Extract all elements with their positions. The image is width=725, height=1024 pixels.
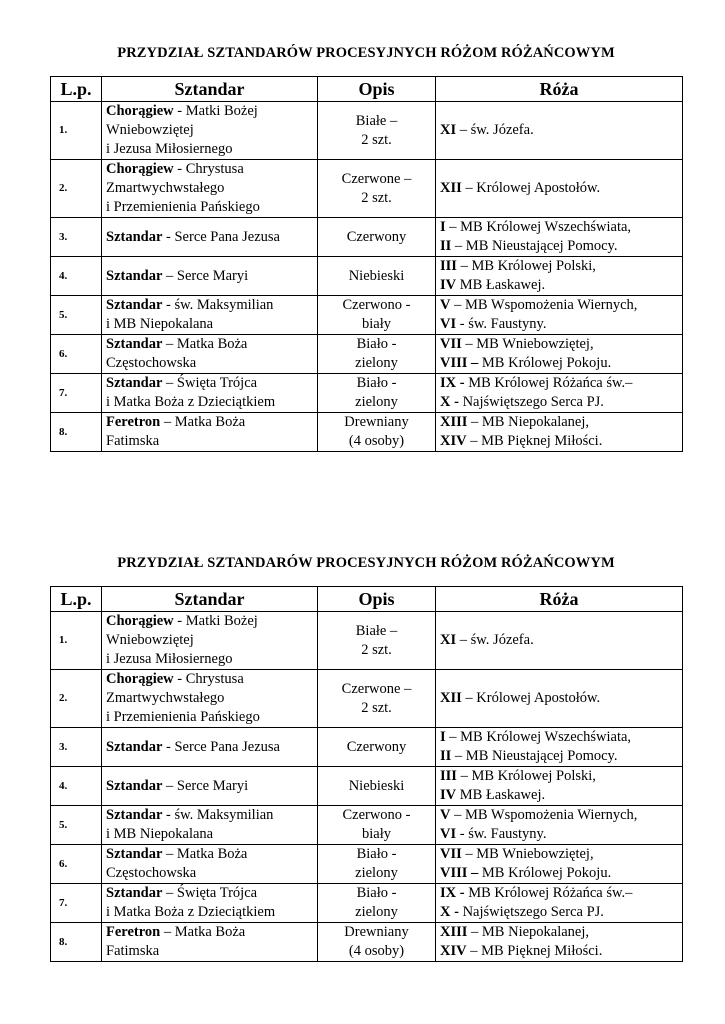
description-line1: Biało - bbox=[356, 885, 397, 901]
row-number: 8. bbox=[51, 923, 102, 962]
table-row bbox=[51, 374, 683, 413]
banner-name-line3: i Przemienienia Pańskiego bbox=[106, 709, 260, 725]
description-cell bbox=[318, 612, 436, 670]
rose-name: – MB Niepokalanej, bbox=[467, 924, 590, 940]
rose-name: – MB Wspomożenia Wiernych, bbox=[450, 297, 638, 313]
rose-cell bbox=[436, 612, 683, 670]
table-row bbox=[51, 218, 683, 257]
description-cell bbox=[318, 335, 436, 374]
description-cell bbox=[318, 257, 436, 296]
description-line2: (4 osoby) bbox=[348, 943, 405, 959]
rose-cell bbox=[436, 102, 683, 160]
banner-type: Chorągiew bbox=[106, 613, 174, 629]
rose-number: III bbox=[440, 258, 457, 274]
header-sztandar: Sztandar bbox=[102, 77, 318, 102]
banner-cell bbox=[102, 218, 318, 257]
banner-name: - Chrystusa bbox=[173, 671, 244, 687]
row-number: 4. bbox=[51, 767, 102, 806]
banner-name: - Serce Pana Jezusa bbox=[162, 738, 280, 755]
banner-name-line2: i Matka Boża z Dzieciątkiem bbox=[106, 904, 276, 920]
description-line1: Drewniany bbox=[344, 924, 409, 940]
banner-type: Sztandar bbox=[106, 738, 163, 755]
banner-cell bbox=[102, 296, 318, 335]
description-cell bbox=[318, 767, 436, 806]
banner-cell bbox=[102, 102, 318, 160]
description-cell bbox=[318, 160, 436, 218]
banner-type: Sztandar bbox=[106, 228, 163, 245]
description-line2: zielony bbox=[355, 865, 398, 881]
description-cell bbox=[318, 923, 436, 962]
document-block-2 bbox=[50, 550, 682, 962]
rose-number: I bbox=[440, 219, 446, 235]
rose-name-2: - św. Faustyny. bbox=[456, 316, 547, 332]
description-cell bbox=[318, 670, 436, 728]
banner-name-line2: Fatimska bbox=[106, 943, 160, 959]
rose-cell bbox=[436, 923, 683, 962]
banner-name: - Matki Bożej bbox=[173, 103, 258, 119]
banner-cell bbox=[102, 612, 318, 670]
banner-name-line2: Zmartwychwstałego bbox=[106, 180, 225, 196]
banner-name: – Matka Boża bbox=[160, 414, 246, 430]
rose-cell bbox=[436, 884, 683, 923]
rose-name-2: MB Królowej Pokoju. bbox=[478, 865, 612, 881]
banner-type: Sztandar bbox=[106, 297, 163, 313]
banner-cell bbox=[102, 806, 318, 845]
row-number: 3. bbox=[51, 728, 102, 767]
description-line2: zielony bbox=[355, 394, 398, 410]
banner-name: - Chrystusa bbox=[173, 161, 244, 177]
banner-type: Sztandar bbox=[106, 807, 163, 823]
rose-number: XI bbox=[440, 632, 457, 648]
row-number: 7. bbox=[51, 374, 102, 413]
banner-cell bbox=[102, 923, 318, 962]
banner-cell bbox=[102, 767, 318, 806]
description-line1: Czerwone – bbox=[341, 680, 412, 697]
rose-number-2: II bbox=[440, 238, 452, 254]
description-cell bbox=[318, 296, 436, 335]
header-roza: Róża bbox=[436, 77, 683, 102]
description-line1: Biało - bbox=[356, 336, 397, 352]
rose-name: – MB Królowej Wszechświata, bbox=[445, 729, 632, 745]
banner-cell bbox=[102, 413, 318, 452]
banner-name-line3: i Jezusa Miłosiernego bbox=[106, 141, 233, 157]
table-header-row bbox=[51, 587, 683, 612]
description-line2: 2 szt. bbox=[361, 699, 392, 716]
row-number: 1. bbox=[51, 102, 102, 160]
table-row bbox=[51, 160, 683, 218]
rose-cell bbox=[436, 160, 683, 218]
rose-number: V bbox=[440, 297, 451, 313]
description-line1: Czerwony bbox=[346, 738, 407, 755]
rose-name: – Królowej Apostołów. bbox=[461, 690, 601, 706]
rose-name-2: MB Łaskawej. bbox=[456, 787, 546, 803]
rose-name-2: – MB Pięknej Miłości. bbox=[466, 433, 603, 449]
rose-cell bbox=[436, 374, 683, 413]
banner-name-line2: Zmartwychwstałego bbox=[106, 690, 225, 706]
row-number: 1. bbox=[51, 612, 102, 670]
document-title: PRZYDZIAŁ SZTANDARÓW PROCESYJNYCH RÓŻOM RÓŻAŃCOWYM bbox=[117, 555, 615, 571]
assignment-table bbox=[50, 586, 683, 962]
rose-cell bbox=[436, 767, 683, 806]
description-line2: (4 osoby) bbox=[348, 433, 405, 449]
row-number: 2. bbox=[51, 670, 102, 728]
rose-number: XIII bbox=[440, 924, 468, 940]
description-line2: 2 szt. bbox=[361, 189, 392, 206]
description-line2: 2 szt. bbox=[361, 641, 392, 658]
description-line1: Drewniany bbox=[344, 414, 409, 430]
table-row bbox=[51, 845, 683, 884]
rose-name: – Królowej Apostołów. bbox=[461, 180, 601, 196]
rose-number-2: VIII – bbox=[440, 865, 479, 881]
row-number: 8. bbox=[51, 413, 102, 452]
row-number: 2. bbox=[51, 160, 102, 218]
rose-number: XIII bbox=[440, 414, 468, 430]
banner-type: Feretron bbox=[106, 414, 161, 430]
row-number: 7. bbox=[51, 884, 102, 923]
rose-name-2: MB Łaskawej. bbox=[456, 277, 546, 293]
description-line1: Niebieski bbox=[348, 267, 405, 284]
rose-name: – MB Wniebowziętej, bbox=[461, 846, 594, 862]
description-cell bbox=[318, 845, 436, 884]
banner-type: Chorągiew bbox=[106, 103, 174, 119]
description-cell bbox=[318, 806, 436, 845]
rose-cell bbox=[436, 413, 683, 452]
banner-type: Sztandar bbox=[106, 777, 163, 794]
banner-type: Sztandar bbox=[106, 375, 163, 391]
rose-number: IX - bbox=[440, 375, 465, 391]
rose-number-2: VIII – bbox=[440, 355, 479, 371]
banner-name-line3: i Jezusa Miłosiernego bbox=[106, 651, 233, 667]
banner-name-line2: Wniebowziętej bbox=[106, 632, 194, 648]
rose-name: MB Królowej Różańca św.– bbox=[464, 885, 633, 901]
row-number: 5. bbox=[51, 806, 102, 845]
banner-name-line2: i Matka Boża z Dzieciątkiem bbox=[106, 394, 276, 410]
table-row bbox=[51, 670, 683, 728]
banner-cell bbox=[102, 845, 318, 884]
banner-name-line2: Fatimska bbox=[106, 433, 160, 449]
description-line1: Niebieski bbox=[348, 777, 405, 794]
banner-name-line2: i MB Niepokalana bbox=[106, 316, 214, 332]
rose-number-2: VI bbox=[440, 316, 457, 332]
banner-name-line3: i Przemienienia Pańskiego bbox=[106, 199, 260, 215]
banner-name-line2: Częstochowska bbox=[106, 355, 197, 371]
banner-name-line2: Częstochowska bbox=[106, 865, 197, 881]
row-number: 6. bbox=[51, 335, 102, 374]
rose-name-2: – MB Nieustającej Pomocy. bbox=[451, 748, 618, 764]
banner-cell bbox=[102, 728, 318, 767]
table-row bbox=[51, 102, 683, 160]
document-block-1 bbox=[50, 40, 682, 452]
description-line2: biały bbox=[362, 316, 391, 332]
table-row bbox=[51, 923, 683, 962]
rose-name: – MB Królowej Polski, bbox=[456, 768, 596, 784]
table-row bbox=[51, 728, 683, 767]
rose-number: VII bbox=[440, 336, 462, 352]
rose-number: IX - bbox=[440, 885, 465, 901]
rose-number: XII bbox=[440, 180, 462, 196]
table-row bbox=[51, 335, 683, 374]
banner-name: – Święta Trójca bbox=[162, 885, 258, 901]
rose-cell bbox=[436, 218, 683, 257]
table-header-row bbox=[51, 77, 683, 102]
table-row bbox=[51, 767, 683, 806]
banner-type: Sztandar bbox=[106, 336, 163, 352]
banner-name: – Serce Maryi bbox=[162, 267, 249, 284]
rose-number-2: IV bbox=[440, 787, 457, 803]
banner-type: Chorągiew bbox=[106, 161, 174, 177]
banner-cell bbox=[102, 374, 318, 413]
banner-cell bbox=[102, 160, 318, 218]
rose-number: III bbox=[440, 768, 457, 784]
rose-name-2: - św. Faustyny. bbox=[456, 826, 547, 842]
banner-cell bbox=[102, 335, 318, 374]
banner-name: - Serce Pana Jezusa bbox=[162, 228, 280, 245]
assignment-table bbox=[50, 76, 683, 452]
table-row bbox=[51, 296, 683, 335]
rose-number: I bbox=[440, 729, 446, 745]
rose-name-2: MB Królowej Pokoju. bbox=[478, 355, 612, 371]
description-line2: zielony bbox=[355, 904, 398, 920]
rose-number: XII bbox=[440, 690, 462, 706]
description-line1: Białe – bbox=[355, 112, 398, 129]
rose-name: – MB Królowej Wszechświata, bbox=[445, 219, 632, 235]
rose-cell bbox=[436, 806, 683, 845]
rose-cell bbox=[436, 257, 683, 296]
rose-name: – MB Niepokalanej, bbox=[467, 414, 590, 430]
banner-name: – Matka Boża bbox=[160, 924, 246, 940]
description-cell bbox=[318, 374, 436, 413]
rose-name: – MB Wniebowziętej, bbox=[461, 336, 594, 352]
row-number: 5. bbox=[51, 296, 102, 335]
description-line1: Biało - bbox=[356, 375, 397, 391]
rose-number-2: IV bbox=[440, 277, 457, 293]
banner-cell bbox=[102, 670, 318, 728]
banner-name: – Matka Boża bbox=[162, 846, 248, 862]
rose-number-2: X - bbox=[440, 394, 459, 410]
banner-cell bbox=[102, 257, 318, 296]
rose-name: MB Królowej Różańca św.– bbox=[464, 375, 633, 391]
banner-type: Feretron bbox=[106, 924, 161, 940]
rose-number-2: XIV bbox=[440, 943, 467, 959]
header-roza: Róża bbox=[436, 587, 683, 612]
description-line1: Czerwony bbox=[346, 228, 407, 245]
table-row bbox=[51, 612, 683, 670]
rose-cell bbox=[436, 296, 683, 335]
description-line1: Białe – bbox=[355, 622, 398, 639]
row-number: 3. bbox=[51, 218, 102, 257]
banner-type: Sztandar bbox=[106, 846, 163, 862]
rose-number: VII bbox=[440, 846, 462, 862]
description-line1: Czerwono - bbox=[342, 297, 411, 313]
banner-name-line2: i MB Niepokalana bbox=[106, 826, 214, 842]
description-cell bbox=[318, 218, 436, 257]
header-lp: L.p. bbox=[51, 587, 102, 612]
table-row bbox=[51, 806, 683, 845]
banner-name: - św. Maksymilian bbox=[162, 297, 274, 313]
rose-name-2: – MB Nieustającej Pomocy. bbox=[451, 238, 618, 254]
rose-name: – MB Wspomożenia Wiernych, bbox=[450, 807, 638, 823]
description-line2: biały bbox=[362, 826, 391, 842]
header-opis: Opis bbox=[318, 77, 436, 102]
banner-cell bbox=[102, 884, 318, 923]
banner-name: – Matka Boża bbox=[162, 336, 248, 352]
table-row bbox=[51, 257, 683, 296]
rose-name-2: Najświętszego Serca PJ. bbox=[458, 394, 604, 410]
rose-cell bbox=[436, 845, 683, 884]
table-row bbox=[51, 413, 683, 452]
description-cell bbox=[318, 728, 436, 767]
rose-number: XI bbox=[440, 122, 457, 138]
rose-number-2: II bbox=[440, 748, 452, 764]
rose-name-2: Najświętszego Serca PJ. bbox=[458, 904, 604, 920]
description-line2: zielony bbox=[355, 355, 398, 371]
banner-name: - Matki Bożej bbox=[173, 613, 258, 629]
banner-type: Sztandar bbox=[106, 267, 163, 284]
rose-name: – św. Józefa. bbox=[456, 632, 534, 648]
description-line1: Czerwono - bbox=[342, 807, 411, 823]
rose-name: – św. Józefa. bbox=[456, 122, 534, 138]
description-line1: Czerwone – bbox=[341, 170, 412, 187]
description-cell bbox=[318, 884, 436, 923]
rose-number-2: X - bbox=[440, 904, 459, 920]
row-number: 6. bbox=[51, 845, 102, 884]
banner-name: – Serce Maryi bbox=[162, 777, 249, 794]
banner-type: Chorągiew bbox=[106, 671, 174, 687]
rose-name-2: – MB Pięknej Miłości. bbox=[466, 943, 603, 959]
rose-cell bbox=[436, 728, 683, 767]
rose-number: V bbox=[440, 807, 451, 823]
banner-type: Sztandar bbox=[106, 885, 163, 901]
header-sztandar: Sztandar bbox=[102, 587, 318, 612]
row-number: 4. bbox=[51, 257, 102, 296]
rose-number-2: VI bbox=[440, 826, 457, 842]
description-cell bbox=[318, 413, 436, 452]
description-line1: Biało - bbox=[356, 846, 397, 862]
banner-name: - św. Maksymilian bbox=[162, 807, 274, 823]
header-opis: Opis bbox=[318, 587, 436, 612]
banner-name-line2: Wniebowziętej bbox=[106, 122, 194, 138]
document-title: PRZYDZIAŁ SZTANDARÓW PROCESYJNYCH RÓŻOM RÓŻAŃCOWYM bbox=[117, 45, 615, 61]
rose-name: – MB Królowej Polski, bbox=[456, 258, 596, 274]
rose-number-2: XIV bbox=[440, 433, 467, 449]
rose-cell bbox=[436, 335, 683, 374]
rose-cell bbox=[436, 670, 683, 728]
banner-name: – Święta Trójca bbox=[162, 375, 258, 391]
table-row bbox=[51, 884, 683, 923]
description-cell bbox=[318, 102, 436, 160]
description-line2: 2 szt. bbox=[361, 131, 392, 148]
header-lp: L.p. bbox=[51, 77, 102, 102]
